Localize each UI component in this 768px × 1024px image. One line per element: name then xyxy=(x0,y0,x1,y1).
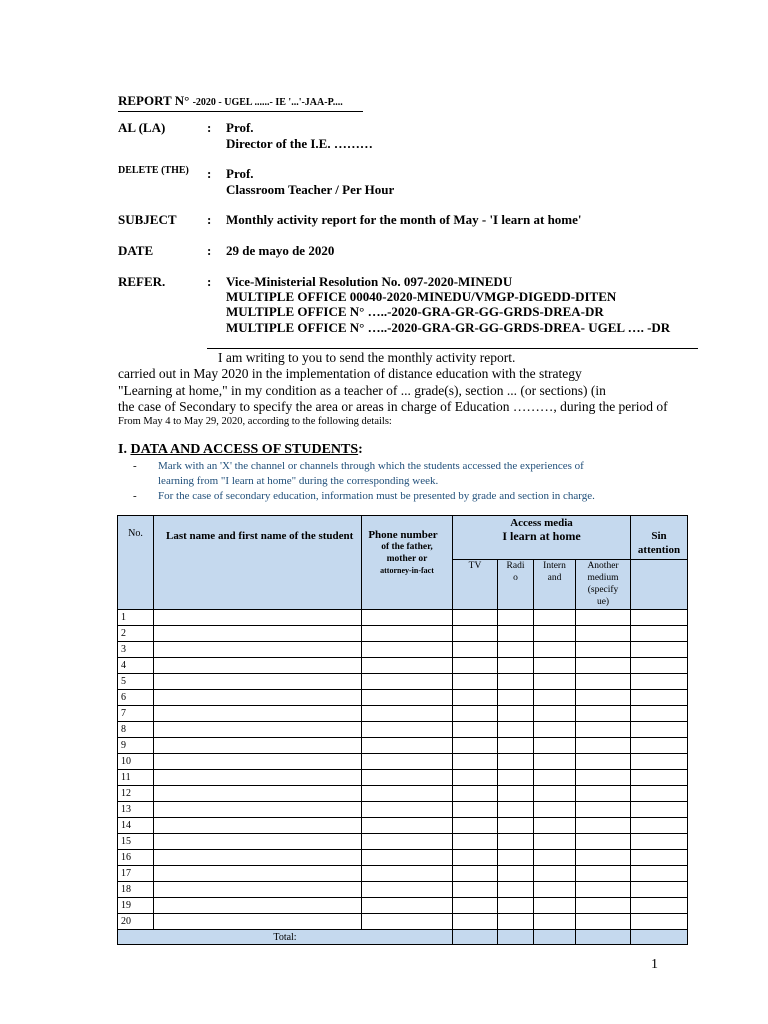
tv-cell[interactable] xyxy=(453,658,498,674)
radio-cell[interactable] xyxy=(498,770,534,786)
table-row xyxy=(118,786,688,802)
date-value: 29 de mayo de 2020 xyxy=(226,243,335,258)
radio-cell[interactable] xyxy=(498,882,534,898)
internet-cell[interactable] xyxy=(534,610,576,626)
another-medium-cell[interactable] xyxy=(576,706,631,722)
internet-cell[interactable] xyxy=(534,706,576,722)
row-number: 6 xyxy=(118,690,154,706)
sin-attention-cell[interactable] xyxy=(631,786,688,802)
al-line1: Prof. xyxy=(226,120,254,135)
another-medium-cell[interactable] xyxy=(576,866,631,882)
row-number: 8 xyxy=(118,722,154,738)
student-name-cell[interactable] xyxy=(154,706,362,722)
header-radio-line: Radi xyxy=(506,561,525,571)
sin-attention-cell[interactable] xyxy=(631,866,688,882)
sin-attention-cell[interactable] xyxy=(631,802,688,818)
phone-cell[interactable] xyxy=(362,626,453,642)
total-cell xyxy=(498,930,534,945)
student-name-cell[interactable] xyxy=(154,882,362,898)
table-body xyxy=(118,610,688,930)
subject-colon: : xyxy=(207,212,212,227)
phone-cell[interactable] xyxy=(362,866,453,882)
delete-line2: Classroom Teacher / Per Hour xyxy=(226,182,395,197)
another-medium-cell[interactable] xyxy=(576,802,631,818)
another-medium-cell[interactable] xyxy=(576,642,631,658)
phone-cell[interactable] xyxy=(362,674,453,690)
refer-colon: : xyxy=(207,274,212,289)
header-student-name: Last name and first name of the student xyxy=(154,516,362,610)
delete-colon: : xyxy=(207,166,212,181)
radio-cell[interactable] xyxy=(498,802,534,818)
row-number: 19 xyxy=(118,898,154,914)
table-row xyxy=(118,674,688,690)
phone-cell[interactable] xyxy=(362,658,453,674)
row-number: 2 xyxy=(118,626,154,642)
header-another-medium xyxy=(576,560,631,610)
header-phone-line: mother or xyxy=(386,554,428,564)
sin-attention-cell[interactable] xyxy=(631,626,688,642)
internet-cell[interactable] xyxy=(534,754,576,770)
tv-cell[interactable] xyxy=(453,914,498,930)
header-radio xyxy=(498,560,534,610)
another-medium-cell[interactable] xyxy=(576,834,631,850)
phone-cell[interactable] xyxy=(362,914,453,930)
section-title: DATA AND ACCESS OF STUDENTS xyxy=(130,442,359,457)
radio-cell[interactable] xyxy=(498,850,534,866)
internet-cell[interactable] xyxy=(534,834,576,850)
row-number: 9 xyxy=(118,738,154,754)
bullet-dash: - xyxy=(133,490,137,502)
header-phone-line: attorney-in-fact xyxy=(380,566,434,575)
delete-label: DELETE (THE) xyxy=(118,165,189,176)
student-name-cell[interactable] xyxy=(154,850,362,866)
another-medium-cell[interactable] xyxy=(576,658,631,674)
tv-cell[interactable] xyxy=(453,786,498,802)
internet-cell[interactable] xyxy=(534,882,576,898)
tv-cell[interactable] xyxy=(453,882,498,898)
header-another-line: (specify xyxy=(587,585,619,595)
students-table xyxy=(117,515,688,945)
radio-cell[interactable] xyxy=(498,722,534,738)
header-no: No. xyxy=(118,516,154,610)
radio-cell[interactable] xyxy=(498,610,534,626)
tv-cell[interactable] xyxy=(453,834,498,850)
phone-cell[interactable] xyxy=(362,802,453,818)
internet-cell[interactable] xyxy=(534,642,576,658)
table-row xyxy=(118,690,688,706)
phone-cell[interactable] xyxy=(362,882,453,898)
total-cell xyxy=(631,930,688,945)
student-name-cell[interactable] xyxy=(154,610,362,626)
sin-attention-cell[interactable] xyxy=(631,834,688,850)
another-medium-cell[interactable] xyxy=(576,674,631,690)
radio-cell[interactable] xyxy=(498,914,534,930)
internet-cell[interactable] xyxy=(534,866,576,882)
internet-cell[interactable] xyxy=(534,738,576,754)
student-name-cell[interactable] xyxy=(154,642,362,658)
header-internet-line: Intern xyxy=(543,561,566,571)
row-number: 1 xyxy=(118,610,154,626)
tv-cell[interactable] xyxy=(453,722,498,738)
internet-cell[interactable] xyxy=(534,626,576,642)
table-row xyxy=(118,914,688,930)
phone-cell[interactable] xyxy=(362,818,453,834)
tv-cell[interactable] xyxy=(453,642,498,658)
row-number: 16 xyxy=(118,850,154,866)
header-access-media xyxy=(453,516,631,560)
another-medium-cell[interactable] xyxy=(576,610,631,626)
date-colon: : xyxy=(207,243,212,258)
internet-cell[interactable] xyxy=(534,786,576,802)
radio-cell[interactable] xyxy=(498,674,534,690)
body-line: From May 4 to May 29, 2020, according to the following details: xyxy=(118,416,392,427)
student-name-cell[interactable] xyxy=(154,898,362,914)
table-row xyxy=(118,850,688,866)
sin-attention-cell[interactable] xyxy=(631,738,688,754)
table-row xyxy=(118,610,688,626)
another-medium-cell[interactable] xyxy=(576,914,631,930)
section-suffix: : xyxy=(358,442,363,457)
table-row xyxy=(118,658,688,674)
al-line2: Director of the I.E. ……… xyxy=(226,136,373,151)
tv-cell[interactable] xyxy=(453,706,498,722)
sin-attention-cell[interactable] xyxy=(631,898,688,914)
another-medium-cell[interactable] xyxy=(576,754,631,770)
header-phone-line: of the father, xyxy=(381,542,433,552)
row-number: 15 xyxy=(118,834,154,850)
tv-cell[interactable] xyxy=(453,674,498,690)
body-line: I am writing to you to send the monthly activity report. xyxy=(218,350,516,365)
refer-line: MULTIPLE OFFICE 00040-2020-MINEDU/VMGP-DIGEDD-DITEN xyxy=(226,289,617,304)
sin-attention-cell[interactable] xyxy=(631,722,688,738)
another-medium-cell[interactable] xyxy=(576,898,631,914)
header-access-line: I learn at home xyxy=(502,529,581,543)
header-access-line: Access media xyxy=(510,517,573,529)
radio-cell[interactable] xyxy=(498,706,534,722)
radio-cell[interactable] xyxy=(498,786,534,802)
sin-attention-cell[interactable] xyxy=(631,882,688,898)
another-medium-cell[interactable] xyxy=(576,786,631,802)
table-row xyxy=(118,770,688,786)
table-row xyxy=(118,754,688,770)
date-label: DATE xyxy=(118,243,154,258)
another-medium-cell[interactable] xyxy=(576,626,631,642)
sin-attention-cell[interactable] xyxy=(631,610,688,626)
body-line: the case of Secondary to specify the area or areas in charge of Education ………, during the period of xyxy=(118,399,668,414)
refer-line: MULTIPLE OFFICE N° …..-2020-GRA-GR-GG-GRDS-DREA- UGEL …. -DR xyxy=(226,320,671,335)
tv-cell[interactable] xyxy=(453,898,498,914)
phone-cell[interactable] xyxy=(362,770,453,786)
delete-line1: Prof. xyxy=(226,166,254,181)
subject-label: SUBJECT xyxy=(118,212,177,227)
section-number: I. xyxy=(118,442,127,457)
tv-cell[interactable] xyxy=(453,754,498,770)
tv-cell[interactable] xyxy=(453,818,498,834)
student-name-cell[interactable] xyxy=(154,658,362,674)
header-tv xyxy=(453,560,498,610)
internet-cell[interactable] xyxy=(534,674,576,690)
table-row xyxy=(118,722,688,738)
total-cell xyxy=(534,930,576,945)
table-row xyxy=(118,866,688,882)
subject-value: Monthly activity report for the month of May - 'I learn at home' xyxy=(226,212,582,227)
row-number: 17 xyxy=(118,866,154,882)
student-name-cell[interactable] xyxy=(154,674,362,690)
internet-cell[interactable] xyxy=(534,818,576,834)
another-medium-cell[interactable] xyxy=(576,738,631,754)
student-name-cell[interactable] xyxy=(154,770,362,786)
sin-attention-cell[interactable] xyxy=(631,770,688,786)
row-number: 3 xyxy=(118,642,154,658)
header-radio-line: o xyxy=(513,573,518,583)
refer-label: REFER. xyxy=(118,274,166,289)
page-number: 1 xyxy=(651,957,658,972)
total-cell xyxy=(576,930,631,945)
student-name-cell[interactable] xyxy=(154,786,362,802)
phone-cell[interactable] xyxy=(362,690,453,706)
report-title xyxy=(118,93,363,112)
table-row xyxy=(118,738,688,754)
radio-cell[interactable] xyxy=(498,738,534,754)
another-medium-cell[interactable] xyxy=(576,690,631,706)
header-another-line: ue) xyxy=(596,597,610,607)
bullet-text: For the case of secondary education, information must be presented by grade and section in charge. xyxy=(158,490,595,502)
radio-cell[interactable] xyxy=(498,690,534,706)
header-internet-line: and xyxy=(547,573,562,583)
header-internet xyxy=(534,560,576,610)
student-name-cell[interactable] xyxy=(154,754,362,770)
tv-cell[interactable] xyxy=(453,690,498,706)
sin-attention-cell[interactable] xyxy=(631,706,688,722)
student-name-cell[interactable] xyxy=(154,722,362,738)
phone-cell[interactable] xyxy=(362,722,453,738)
phone-cell[interactable] xyxy=(362,898,453,914)
row-number: 11 xyxy=(118,770,154,786)
internet-cell[interactable] xyxy=(534,690,576,706)
student-name-cell[interactable] xyxy=(154,690,362,706)
sin-attention-cell[interactable] xyxy=(631,690,688,706)
report-label: REPORT N° xyxy=(118,93,190,108)
student-name-cell[interactable] xyxy=(154,738,362,754)
table-row xyxy=(118,626,688,642)
internet-cell[interactable] xyxy=(534,802,576,818)
sin-attention-cell[interactable] xyxy=(631,818,688,834)
row-number: 4 xyxy=(118,658,154,674)
radio-cell[interactable] xyxy=(498,818,534,834)
tv-cell[interactable] xyxy=(453,802,498,818)
bullet-text: Mark with an 'X' the channel or channels through which the students accessed the experiences of xyxy=(158,460,584,472)
tv-cell[interactable] xyxy=(453,738,498,754)
tv-cell[interactable] xyxy=(453,866,498,882)
sin-attention-cell[interactable] xyxy=(631,914,688,930)
tv-cell[interactable] xyxy=(453,770,498,786)
internet-cell[interactable] xyxy=(534,658,576,674)
radio-cell[interactable] xyxy=(498,866,534,882)
another-medium-cell[interactable] xyxy=(576,882,631,898)
phone-cell[interactable] xyxy=(362,610,453,626)
bullet-text: learning from "I learn at home" during the corresponding week. xyxy=(158,475,439,487)
another-medium-cell[interactable] xyxy=(576,770,631,786)
header-another-line: Another xyxy=(587,561,619,571)
bullet-dash: - xyxy=(133,460,137,472)
internet-cell[interactable] xyxy=(534,850,576,866)
header-sin-sub xyxy=(631,560,688,610)
sin-attention-cell[interactable] xyxy=(631,642,688,658)
student-name-cell[interactable] xyxy=(154,914,362,930)
row-number: 12 xyxy=(118,786,154,802)
student-name-cell[interactable] xyxy=(154,834,362,850)
internet-cell[interactable] xyxy=(534,914,576,930)
refer-line: Vice-Ministerial Resolution No. 097-2020-MINEDU xyxy=(226,274,513,289)
internet-cell[interactable] xyxy=(534,770,576,786)
student-name-cell[interactable] xyxy=(154,866,362,882)
header-sin-attention xyxy=(631,516,688,560)
internet-cell[interactable] xyxy=(534,898,576,914)
table-row xyxy=(118,898,688,914)
phone-cell[interactable] xyxy=(362,754,453,770)
tv-cell[interactable] xyxy=(453,850,498,866)
phone-cell[interactable] xyxy=(362,850,453,866)
internet-cell[interactable] xyxy=(534,722,576,738)
total-label: Total: xyxy=(118,930,453,945)
table-row xyxy=(118,834,688,850)
table-row xyxy=(118,882,688,898)
row-number: 10 xyxy=(118,754,154,770)
header-divider xyxy=(207,348,698,349)
table-row xyxy=(118,706,688,722)
sin-attention-cell[interactable] xyxy=(631,658,688,674)
header-sin-line: Sin xyxy=(651,530,667,542)
radio-cell[interactable] xyxy=(498,754,534,770)
radio-cell[interactable] xyxy=(498,898,534,914)
report-code: -2020 - UGEL ......- IE '...'-JAA-P.... xyxy=(192,97,343,108)
another-medium-cell[interactable] xyxy=(576,722,631,738)
header-sin-line: attention xyxy=(637,544,681,556)
tv-cell[interactable] xyxy=(453,626,498,642)
row-number: 5 xyxy=(118,674,154,690)
student-name-cell[interactable] xyxy=(154,802,362,818)
radio-cell[interactable] xyxy=(498,626,534,642)
table-row xyxy=(118,818,688,834)
row-number: 18 xyxy=(118,882,154,898)
row-number: 7 xyxy=(118,706,154,722)
total-cell xyxy=(453,930,498,945)
student-name-cell[interactable] xyxy=(154,818,362,834)
al-label: AL (LA) xyxy=(118,120,166,135)
body-line: carried out in May 2020 in the implementation of distance education with the strategy xyxy=(118,366,582,381)
tv-cell[interactable] xyxy=(453,610,498,626)
radio-cell[interactable] xyxy=(498,834,534,850)
phone-cell[interactable] xyxy=(362,834,453,850)
sin-attention-cell[interactable] xyxy=(631,850,688,866)
row-number: 20 xyxy=(118,914,154,930)
header-another-line: medium xyxy=(587,573,619,583)
radio-cell[interactable] xyxy=(498,658,534,674)
row-number: 14 xyxy=(118,818,154,834)
radio-cell[interactable] xyxy=(498,642,534,658)
header-phone xyxy=(362,516,453,610)
phone-cell[interactable] xyxy=(362,738,453,754)
phone-cell[interactable] xyxy=(362,642,453,658)
phone-cell[interactable] xyxy=(362,786,453,802)
body-line: "Learning at home," in my condition as a teacher of ... grade(s), section ... (or sections) (in xyxy=(118,383,606,398)
another-medium-cell[interactable] xyxy=(576,850,631,866)
refer-line: MULTIPLE OFFICE N° …..-2020-GRA-GR-GG-GRDS-DREA-DR xyxy=(226,304,604,319)
total-row xyxy=(118,930,688,945)
table-row xyxy=(118,802,688,818)
header-phone-line: Phone number xyxy=(368,529,438,541)
sin-attention-cell[interactable] xyxy=(631,674,688,690)
table-row xyxy=(118,642,688,658)
header-tv-text: TV xyxy=(468,561,482,571)
phone-cell[interactable] xyxy=(362,706,453,722)
student-name-cell[interactable] xyxy=(154,626,362,642)
another-medium-cell[interactable] xyxy=(576,818,631,834)
row-number: 13 xyxy=(118,802,154,818)
al-colon: : xyxy=(207,120,212,135)
sin-attention-cell[interactable] xyxy=(631,754,688,770)
section-heading xyxy=(118,442,363,458)
